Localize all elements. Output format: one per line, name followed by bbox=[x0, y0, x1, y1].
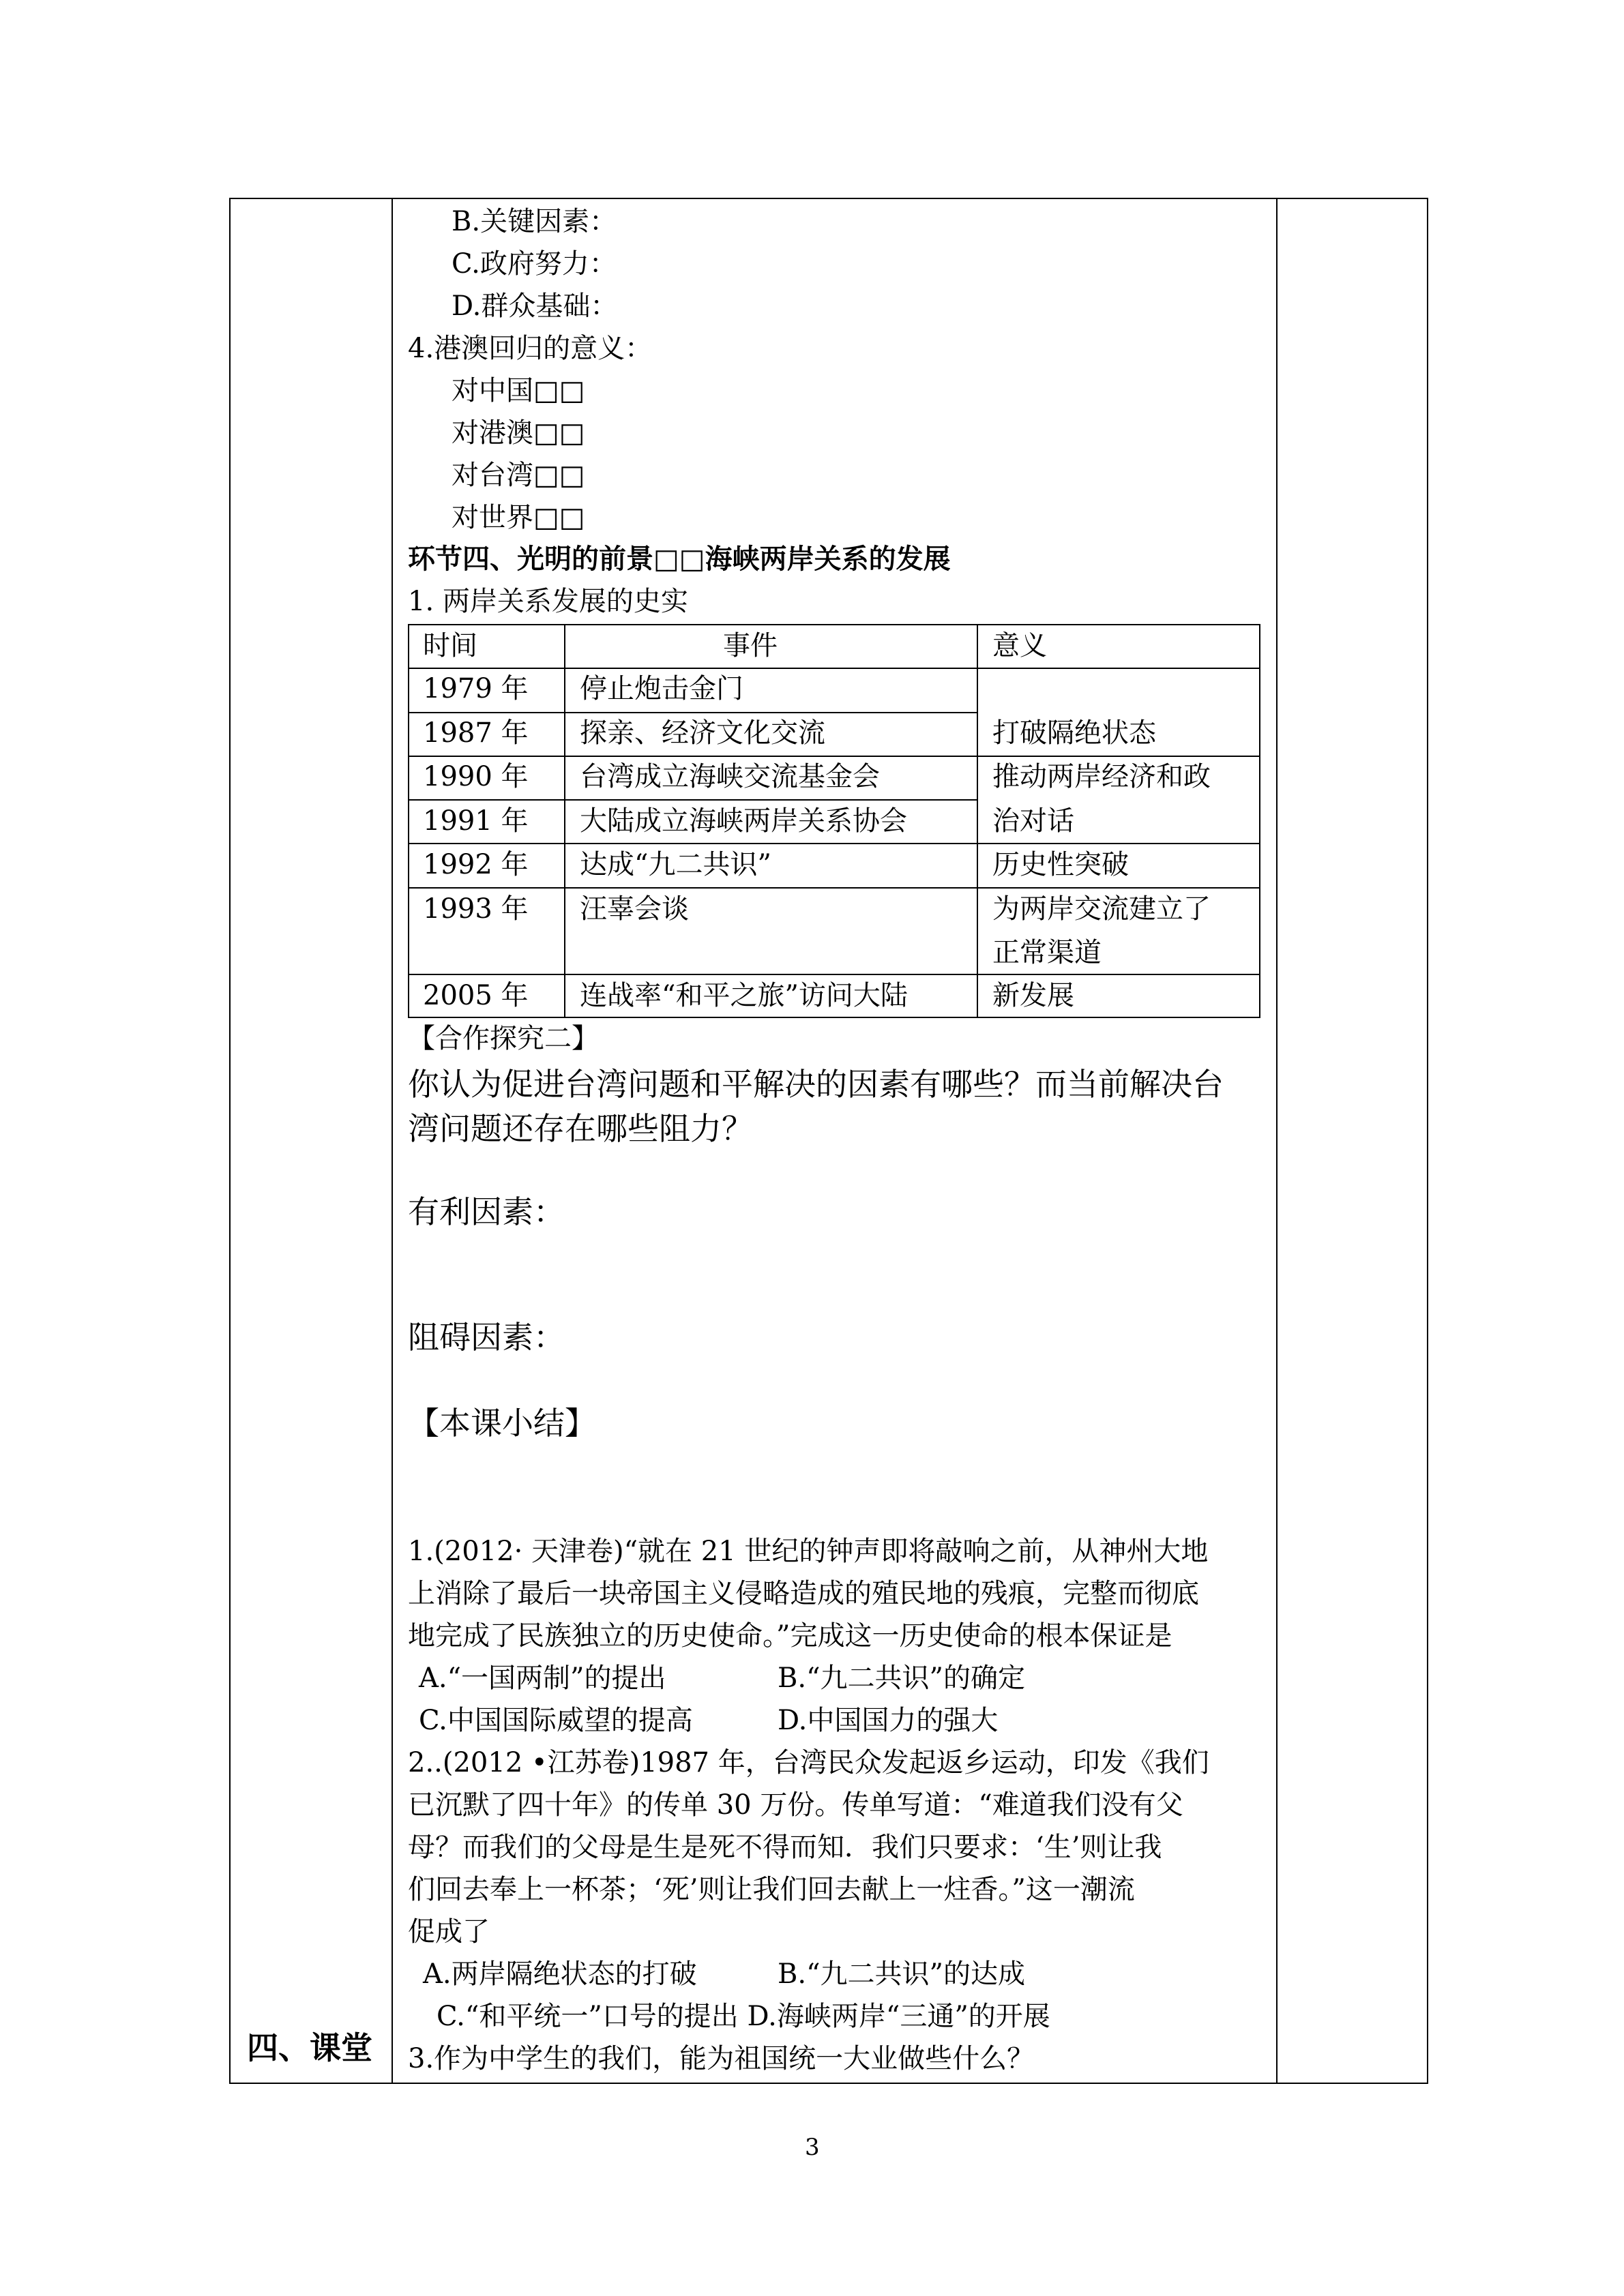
q2-options-cd: C.“和平统一”口号的提出 D.海峡两岸“三通”的开展 bbox=[437, 2001, 1050, 2032]
table-row-line-partial bbox=[408, 712, 977, 713]
q1-line2: 上消除了最后一块帝国主义侵略造成的殖民地的残痕，完整而彻底 bbox=[408, 1578, 1199, 1609]
q3-text: 3.作为中学生的我们，能为祖国统一大业做些什么？ bbox=[408, 2043, 1035, 2074]
table-col-line-1 bbox=[564, 624, 565, 1018]
table-year: 1990 年 bbox=[423, 761, 529, 792]
item-b: B.关键因素： bbox=[452, 206, 617, 237]
coop-title: 【合作探究二】 bbox=[408, 1023, 599, 1054]
table-meaning: 为两岸交流建立了 bbox=[992, 893, 1211, 925]
table-meaning: 推动两岸经济和政 bbox=[992, 761, 1211, 792]
table-row-line bbox=[408, 974, 1260, 975]
column-divider-right bbox=[1276, 198, 1278, 2084]
q2-line2: 已沉默了四十年》的传单 30 万份。传单写道：“难道我们没有父 bbox=[408, 1789, 1183, 1821]
q2-option-a: A.两岸隔绝状态的打破 bbox=[423, 1958, 697, 1990]
q2-line4: 们回去奉上一杯茶；‘死’则让我们回去献上一炷香。”这一潮流 bbox=[408, 1874, 1135, 1905]
table-row-line bbox=[408, 668, 1260, 669]
table-event: 连战率“和平之旅”访问大陆 bbox=[580, 980, 908, 1011]
column-divider-left bbox=[392, 198, 393, 2084]
coop-question-line2: 湾问题还存在哪些阻力？ bbox=[408, 1110, 753, 1147]
q2-option-b: B.“九二共识”的达成 bbox=[778, 1958, 1026, 1990]
favorable-factors-label: 有利因素： bbox=[408, 1193, 565, 1230]
significance-world: 对世界□□ bbox=[452, 502, 585, 533]
table-year: 1991 年 bbox=[423, 805, 529, 837]
table-year: 1992 年 bbox=[423, 849, 529, 880]
significance-china: 对中国□□ bbox=[452, 375, 585, 406]
table-header-time: 时间 bbox=[423, 630, 477, 661]
table-row-line bbox=[408, 756, 1260, 757]
q1-option-d: D.中国国力的强大 bbox=[778, 1705, 999, 1736]
table-event: 台湾成立海峡交流基金会 bbox=[580, 761, 880, 792]
table-header-event: 事件 bbox=[723, 630, 778, 661]
table-event: 探亲、经济文化交流 bbox=[580, 717, 825, 749]
table-event: 达成“九二共识” bbox=[580, 849, 771, 880]
q2-line1: 2..(2012 •江苏卷)1987 年，台湾民众发起返乡运动，印发《我们 bbox=[408, 1747, 1209, 1778]
q1-line1: 1.(2012· 天津卷)“就在 21 世纪的钟声即将敲响之前，从神州大地 bbox=[408, 1536, 1209, 1567]
coop-question-line1: 你认为促进台湾问题和平解决的因素有哪些？而当前解决台 bbox=[408, 1066, 1224, 1103]
table-row-line-partial bbox=[408, 799, 977, 801]
q1-option-c: C.中国国际威望的提高 bbox=[419, 1705, 693, 1736]
table-meaning: 治对话 bbox=[992, 805, 1074, 837]
item-d: D.群众基础： bbox=[452, 290, 618, 322]
significance-taiwan: 对台湾□□ bbox=[452, 460, 585, 491]
table-meaning: 新发展 bbox=[992, 980, 1074, 1011]
section4-subheading: 1. 两岸关系发展的史实 bbox=[408, 586, 688, 617]
table-year: 1993 年 bbox=[423, 893, 529, 925]
page-number: 3 bbox=[805, 2134, 820, 2161]
table-row-line bbox=[408, 843, 1260, 844]
table-year: 1987 年 bbox=[423, 717, 529, 749]
significance-hk-macau: 对港澳□□ bbox=[452, 417, 585, 449]
item-c: C.政府努力： bbox=[452, 248, 617, 280]
q1-line3: 地完成了民族独立的历史使命。”完成这一历史使命的根本保证是 bbox=[408, 1620, 1172, 1652]
table-event: 汪辜会谈 bbox=[580, 893, 689, 925]
table-meaning: 历史性突破 bbox=[992, 849, 1129, 880]
q1-option-b: B.“九二共识”的确定 bbox=[778, 1663, 1026, 1694]
table-event: 大陆成立海峡两岸关系协会 bbox=[580, 805, 907, 837]
q2-line3: 母？而我们的父母是生是死不得而知．我们只要求：‘生’则让我 bbox=[408, 1832, 1162, 1863]
table-year: 1979 年 bbox=[423, 673, 529, 704]
table-event: 停止炮击金门 bbox=[580, 673, 743, 704]
q2-line5: 促成了 bbox=[408, 1916, 490, 1948]
table-header-meaning: 意义 bbox=[992, 630, 1047, 661]
section4-heading: 环节四、光明的前景□□海峡两岸关系的发展 bbox=[408, 543, 951, 575]
table-row-line bbox=[408, 887, 1260, 889]
lesson-summary-title: 【本课小结】 bbox=[408, 1405, 596, 1442]
section-label: 四、课堂 bbox=[247, 2029, 372, 2066]
significance-heading: 4.港澳回归的意义： bbox=[408, 333, 653, 364]
table-meaning: 打破隔绝状态 bbox=[992, 717, 1156, 749]
table-meaning: 正常渠道 bbox=[992, 937, 1102, 968]
q1-option-a: A.“一国两制”的提出 bbox=[419, 1663, 666, 1694]
obstacle-factors-label: 阻碍因素： bbox=[408, 1319, 565, 1356]
table-col-line-2 bbox=[977, 624, 978, 1018]
table-year: 2005 年 bbox=[423, 980, 529, 1011]
